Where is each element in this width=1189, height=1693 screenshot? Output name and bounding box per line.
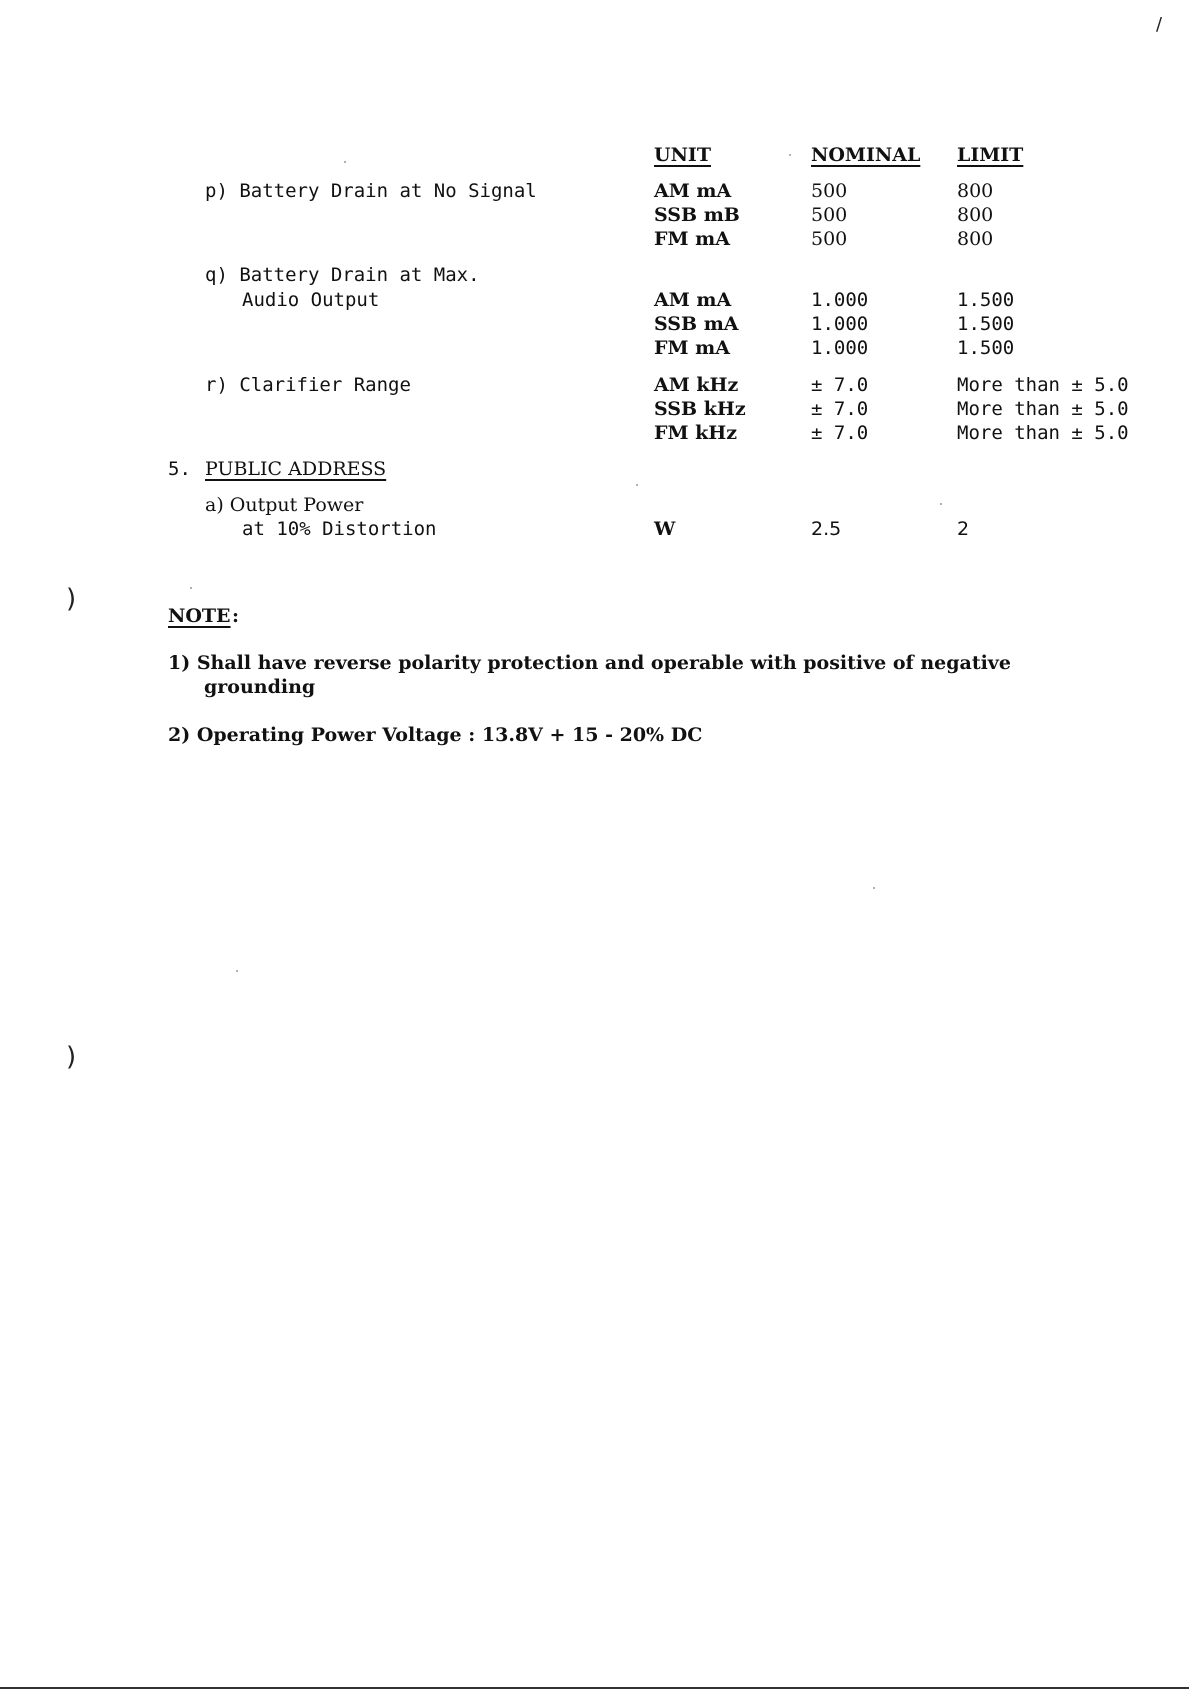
- item-r-limit-1: More than ± 5.0: [957, 374, 1129, 396]
- item-q-unit-1: AM mA: [654, 289, 732, 311]
- speck: [236, 970, 238, 972]
- bottom-edge-line: [0, 1687, 1189, 1689]
- note-item-1-line2: grounding: [204, 676, 316, 698]
- item-p-unit-1: AM mA: [654, 180, 732, 202]
- item-r-unit-1: AM kHz: [654, 374, 739, 396]
- item-q-nominal-2: 1.000: [811, 313, 869, 335]
- section-5-number: 5.: [168, 458, 191, 480]
- item-r-unit-3: FM kHz: [654, 422, 738, 444]
- section-5a-nominal: 2.5: [811, 518, 842, 540]
- item-q-label-line2: Audio Output: [242, 289, 380, 311]
- item-p-limit-1: 800: [957, 180, 994, 202]
- section-5a-label-line2: at 10% Distortion: [242, 518, 437, 540]
- item-r-nominal-1: ± 7.0: [811, 374, 869, 396]
- item-p-label: p) Battery Drain at No Signal: [205, 180, 537, 202]
- item-p-unit-3: FM mA: [654, 228, 730, 250]
- item-r-nominal-2: ± 7.0: [811, 398, 869, 420]
- item-q-limit-1: 1.500: [957, 289, 1015, 311]
- speck: [344, 161, 346, 163]
- punch-mark-lower: ): [66, 1042, 77, 1072]
- punch-mark-upper: ): [66, 584, 77, 614]
- item-q-limit-2: 1.500: [957, 313, 1015, 335]
- speck: [940, 503, 942, 505]
- section-5a-limit: 2: [957, 518, 970, 540]
- item-r-unit-2: SSB kHz: [654, 398, 746, 420]
- item-r-nominal-3: ± 7.0: [811, 422, 869, 444]
- item-p-nominal-3: 500: [811, 228, 848, 250]
- item-q-unit-3: FM mA: [654, 337, 730, 359]
- section-5a-unit: W: [654, 518, 676, 540]
- item-p-nominal-2: 500: [811, 204, 848, 226]
- header-nominal: NOMINAL: [811, 144, 921, 166]
- item-p-limit-3: 800: [957, 228, 994, 250]
- item-r-label: r) Clarifier Range: [205, 374, 411, 396]
- speck: [190, 587, 192, 589]
- header-limit: LIMIT: [957, 144, 1024, 166]
- note-item-2: 2) Operating Power Voltage : 13.8V + 15 - 20% DC: [168, 724, 703, 746]
- item-q-limit-3: 1.500: [957, 337, 1015, 359]
- item-r-limit-3: More than ± 5.0: [957, 422, 1129, 444]
- note-colon: :: [232, 605, 240, 627]
- item-r-limit-2: More than ± 5.0: [957, 398, 1129, 420]
- item-p-nominal-1: 500: [811, 180, 848, 202]
- item-q-label-line1: q) Battery Drain at Max.: [205, 264, 480, 286]
- note-item-1-line1: 1) Shall have reverse polarity protection and operable with positive of negative: [168, 652, 1011, 674]
- speck: [873, 887, 875, 889]
- item-q-unit-2: SSB mA: [654, 313, 739, 335]
- item-q-nominal-3: 1.000: [811, 337, 869, 359]
- item-p-limit-2: 800: [957, 204, 994, 226]
- note-heading: NOTE: [168, 605, 231, 627]
- speck: [636, 484, 638, 486]
- item-q-nominal-1: 1.000: [811, 289, 869, 311]
- speck: [789, 154, 791, 156]
- section-5a-label-line1: a) Output Power: [205, 494, 364, 516]
- section-5-title: PUBLIC ADDRESS: [205, 458, 387, 480]
- header-unit: UNIT: [654, 144, 711, 166]
- corner-mark: /: [1156, 14, 1163, 35]
- item-p-unit-2: SSB mB: [654, 204, 740, 226]
